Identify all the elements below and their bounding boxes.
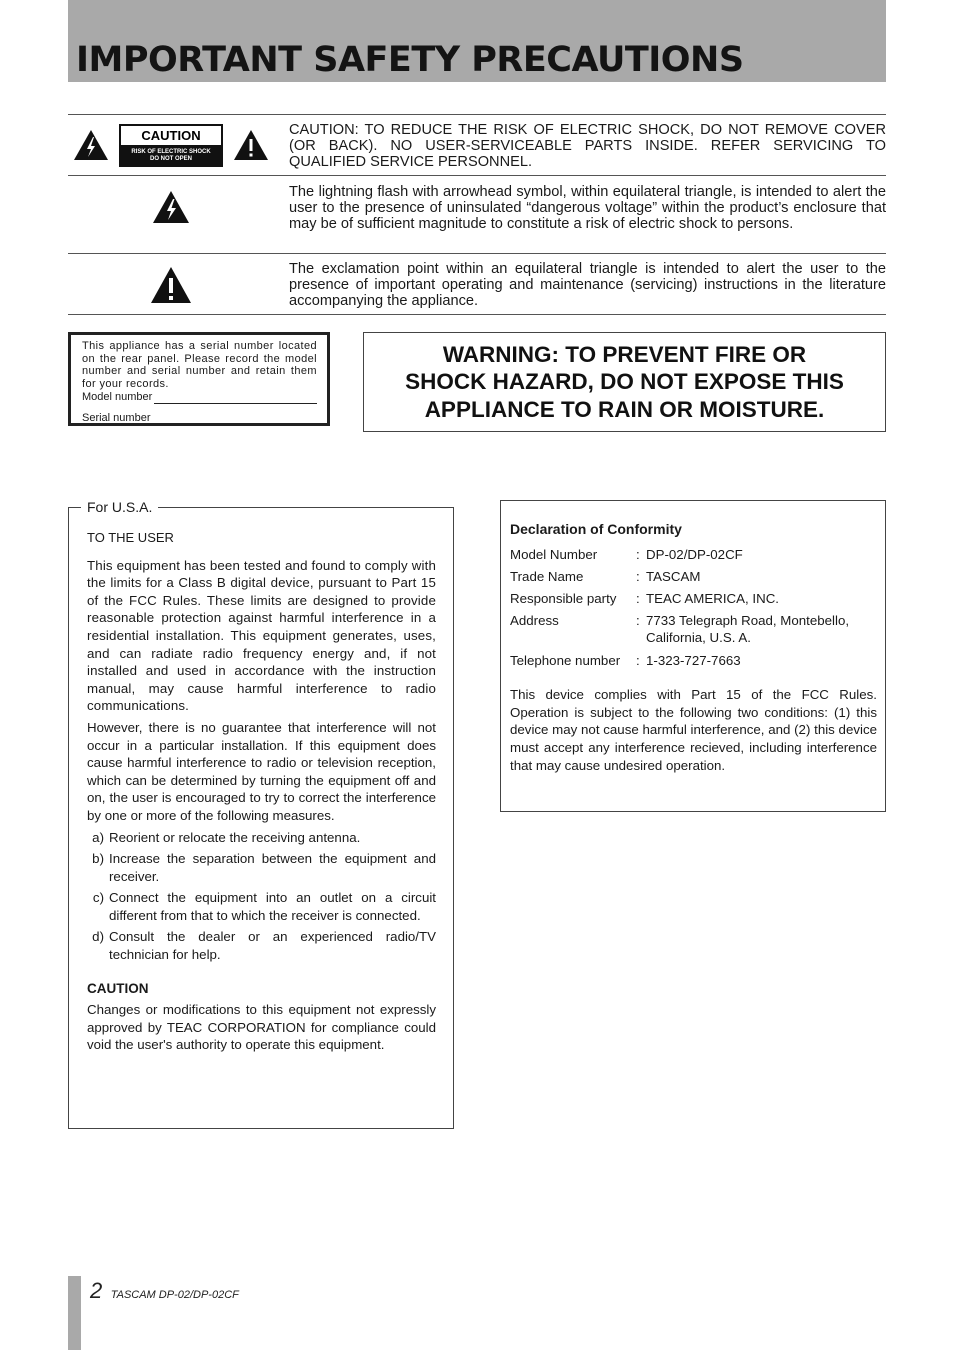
exclamation-triangle-icon (233, 129, 269, 161)
conformity-row: Telephone number : 1-323-727-7663 (510, 652, 741, 668)
usa-caution-heading: CAUTION (87, 980, 149, 996)
list-item: b) Increase the separation between the equipment and receiver. (92, 851, 436, 884)
list-item: c) Connect the equipment into an outlet on a circuit different from that to which the receiver is connected. (92, 890, 436, 923)
caution-label-top: CAUTION (121, 126, 221, 147)
symbols-table (68, 114, 886, 315)
list-item: d) Consult the dealer or an experienced radio/TV technician for help. (92, 929, 436, 963)
footer-model: TASCAM DP-02/DP-02CF (110, 1289, 239, 1301)
model-number-label: Model number (82, 391, 153, 404)
serial-intro: This appliance has a serial number located on the rear panel. Please record the model number and serial number and retain them for your records. (82, 340, 317, 390)
conformity-title: Declaration of Conformity (510, 521, 682, 537)
caution-label-bottom: RISK OF ELECTRIC SHOCK DO NOT OPEN (121, 147, 221, 165)
symbol-row-caution (68, 114, 886, 175)
warning-text: WARNING: TO PREVENT FIRE OR SHOCK HAZARD, DO NOT EXPOSE THIS APPLIANCE TO RAIN OR MOISTURE. (405, 341, 844, 422)
conformity-note: This device complies with Part 15 of the FCC Rules. Operation is subject to the following two conditions: (1) this device may not cause harmful interference, and (2) this device must accept any interference recieved, including interference that may cause undesired operation. (510, 687, 877, 773)
footer-bar (68, 1276, 81, 1350)
conformity-row: Responsible party : TEAC AMERICA, INC. (510, 590, 779, 606)
caution-text: CAUTION: TO REDUCE THE RISK OF ELECTRIC SHOCK, DO NOT REMOVE COVER (OR BACK). NO USER-SERVICEABLE PARTS INSIDE. REFER SERVICING TO QUALIFIED SERVICE PERSONNEL. (289, 122, 886, 170)
symbol-row-lightning (68, 175, 886, 253)
lightning-triangle-icon (73, 129, 109, 161)
usa-content (87, 529, 436, 1054)
serial-number-label: Serial number (82, 411, 151, 424)
serial-number-line (82, 412, 317, 425)
page-title: IMPORTANT SAFETY PRECAUTIONS (76, 40, 744, 80)
symbol-row-exclamation (68, 253, 886, 315)
caution-label (119, 124, 223, 167)
conformity-row: Address : 7733 Telegraph Road, Montebello, California, U.S. A. (510, 612, 850, 646)
caution-symbols (68, 115, 274, 175)
lightning-text: The lightning flash with arrowhead symbol, within equilateral triangle, is intended to alert the user to the presence of uninsulated “dangerous voltage” within the product’s enclosure that may be of sufficient magnitude to constitute a risk of electric shock to persons. (289, 184, 886, 232)
usa-caution-text: Changes or modifications to this equipment not expressly approved by TEAC CORPORATION for compliance could void the user's authority to operate this equipment. (87, 1002, 436, 1053)
model-number-blank (154, 393, 317, 404)
fcc-paragraph-2: However, there is no guarantee that interference will not occur in a particular installation. If this equipment does cause harmful interference to radio or television reception, which can be determined by turning the equipment off and on, the user is encouraged to try to correct the interference by one or more of the following measures. (87, 719, 436, 823)
warning-box (363, 332, 886, 432)
footer (90, 1278, 239, 1304)
model-number-line (82, 391, 317, 404)
lightning-symbol-cell (68, 176, 274, 238)
lightning-triangle-icon (152, 190, 190, 224)
usa-legend: For U.S.A. (81, 499, 158, 515)
conformity-content (510, 521, 877, 774)
exclamation-triangle-icon (150, 266, 192, 304)
usa-box (68, 499, 454, 1129)
exclamation-symbol-cell (68, 254, 274, 316)
exclamation-text: The exclamation point within an equilateral triangle is intended to alert the user to the presence of important operating and maintenance (servicing) instructions in the literature accompanying the appliance. (289, 261, 886, 309)
title-bar (68, 0, 886, 82)
page-number: 2 (90, 1278, 103, 1303)
fcc-paragraph-1: This equipment has been tested and found to comply with the limits for a Class B digital device, pursuant to Part 15 of the FCC Rules. These limits are designed to provide reasonable protection against harmful interference in a residential installation. This equipment generates, uses, and can radiate radio frequency energy and, if not installed and used in accordance with the instruction manual, may cause harmful interference to radio communications. (87, 557, 436, 714)
list-item: a) Reorient or relocate the receiving antenna. (92, 829, 361, 845)
to-user-heading: TO THE USER (87, 530, 174, 545)
serial-number-blank (152, 414, 317, 425)
conformity-row: Model Number : DP-02/DP-02CF (510, 546, 743, 562)
conformity-box (500, 500, 886, 812)
serial-number-box (68, 332, 330, 426)
conformity-row: Trade Name : TASCAM (510, 568, 701, 584)
